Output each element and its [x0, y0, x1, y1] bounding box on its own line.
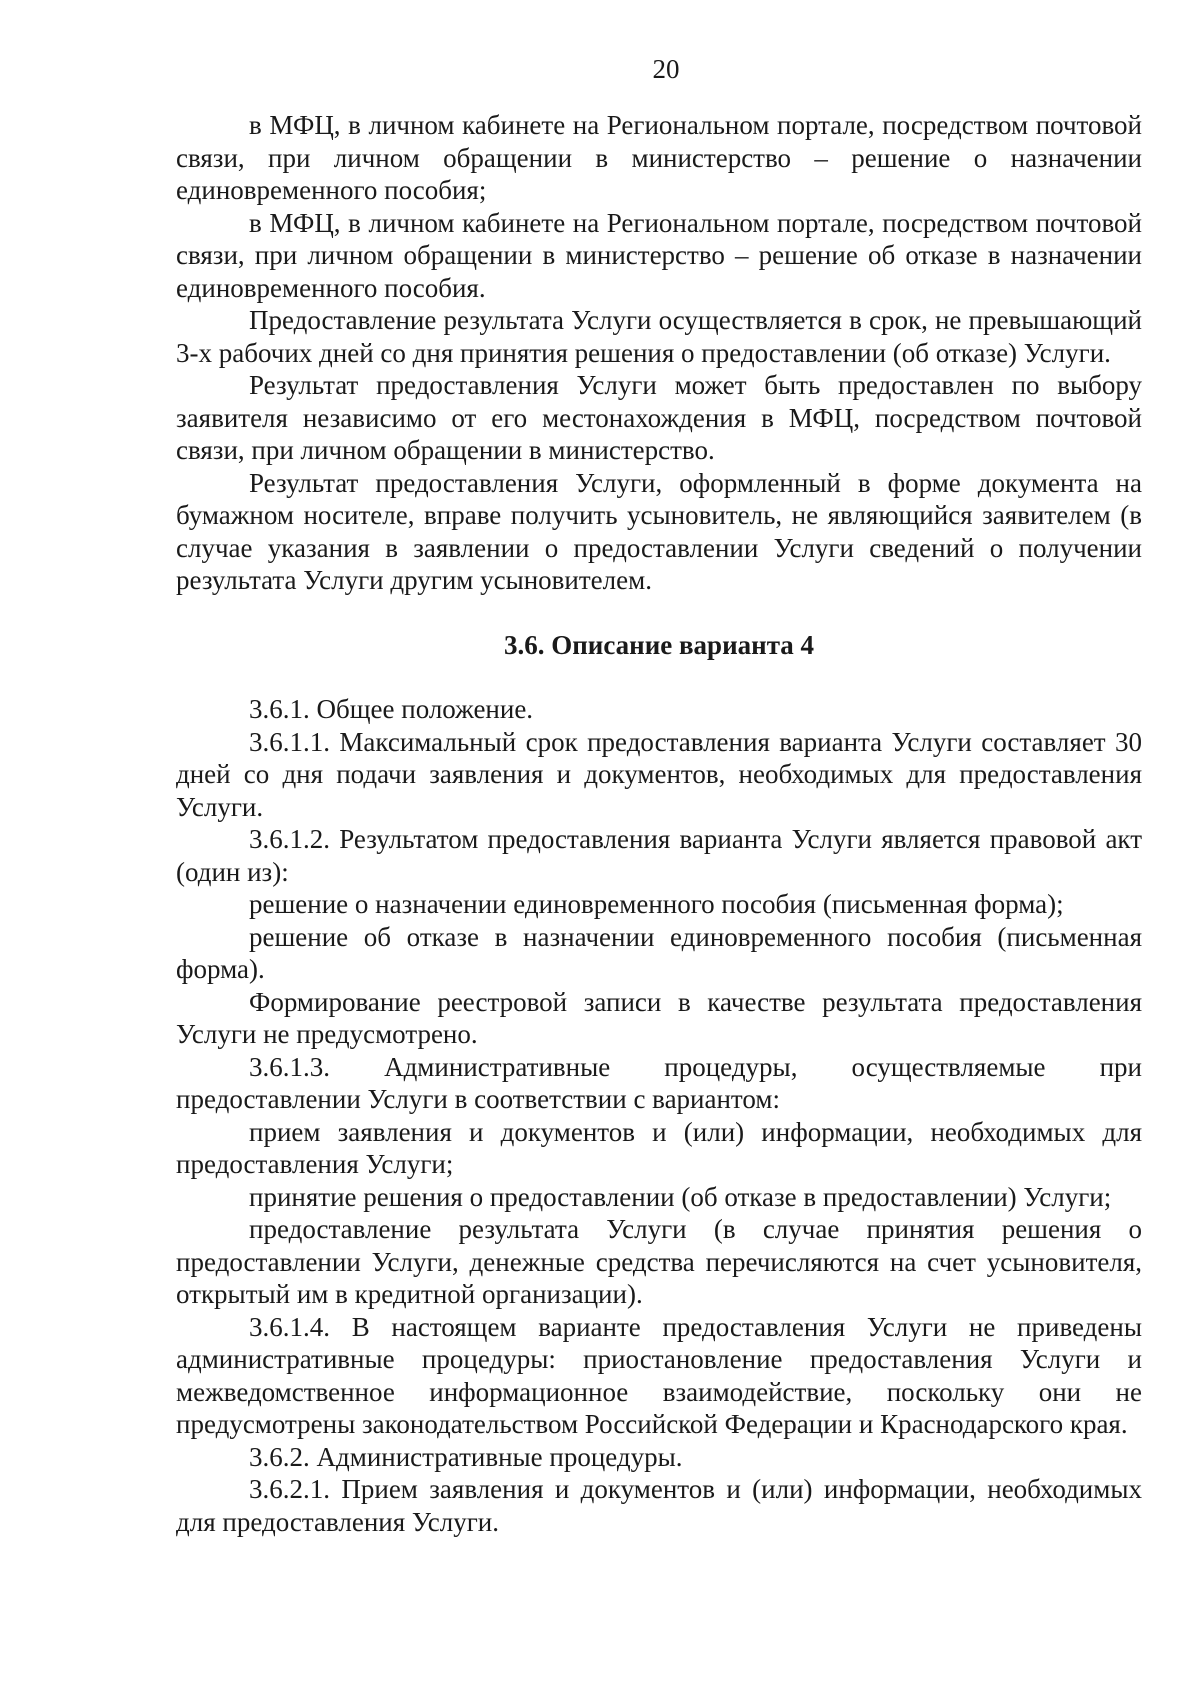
- paragraph: принятие решения о предоставлении (об отказе в предоставлении) Услуги;: [249, 1181, 1112, 1212]
- paragraph: 3.6.2.1. Прием заявления и документов и (или) информации, необходимых для предоставления Услуги.: [176, 1474, 1142, 1537]
- paragraph: прием заявления и документов и (или) информации, необходимых для предоставления Услуги;: [176, 1116, 1142, 1179]
- paragraph: решение об отказе в назначении единовременного пособия (письменная форма).: [176, 921, 1142, 984]
- paragraph: 3.6.1.3. Административные процедуры, осуществляемые при предоставлении Услуги в соответствии с вариантом:: [176, 1051, 1142, 1114]
- paragraph: 3.6.1. Общее положение.: [249, 694, 534, 724]
- paragraph: 3.6.2. Административные процедуры.: [249, 1441, 683, 1472]
- paragraph: 3.6.1.4. В настоящем варианте предоставления Услуги не приведены административные процедуры: приостановление предоставления Услуги и межведомственное информационное взаимодействие, поскольку они не предусмотрены законодательством Российской Федерации и Краснодарского края.: [176, 1311, 1142, 1439]
- paragraph: Предоставление результата Услуги осуществляется в срок, не превышающий 3-х рабочих дней со дня принятия решения о предоставлении (об отказе) Услуги.: [176, 305, 1142, 368]
- paragraph: Результат предоставления Услуги может быть предоставлен по выбору заявителя независимо от его местонахождения в МФЦ, посредством почтовой связи, при личном обращении в министерство.: [176, 370, 1142, 465]
- section-heading: 3.6. Описание варианта 4: [503, 629, 815, 660]
- paragraph: предоставление результата Услуги (в случае принятия решения о предоставлении Услуги, денежные средства перечисляются на счет усыновителя, открытый им в кредитной организации).: [176, 1214, 1142, 1309]
- paragraph: Результат предоставления Услуги, оформленный в форме документа на бумажном носителе, вправе получить усыновитель, не являющийся заявителем (в случае указания в заявлении о предоставлении Услуги сведений о получении результата Услуги другим усыновителем.: [176, 467, 1142, 595]
- paragraph: 3.6.1.1. Максимальный срок предоставления варианта Услуги составляет 30 дней со дня подачи заявления и документов, необходимых для предоставления Услуги.: [176, 726, 1142, 822]
- paragraph: 3.6.1.2. Результатом предоставления варианта Услуги является правовой акт (один из):: [176, 824, 1142, 887]
- paragraph: Формирование реестровой записи в качестве результата предоставления Услуги не предусмотрено.: [176, 986, 1142, 1049]
- paragraph: в МФЦ, в личном кабинете на Региональном портале, посредством почтовой связи, при личном обращении в министерство – решение о назначении единовременного пособия;: [176, 110, 1142, 205]
- page-number: 20: [652, 54, 680, 84]
- document-body: [176, 109, 1142, 1538]
- paragraph: в МФЦ, в личном кабинете на Региональном портале, посредством почтовой связи, при личном обращении в министерство – решение об отказе в назначении единовременного пособия.: [176, 207, 1142, 303]
- paragraph: решение о назначении единовременного пособия (письменная форма);: [249, 889, 1064, 919]
